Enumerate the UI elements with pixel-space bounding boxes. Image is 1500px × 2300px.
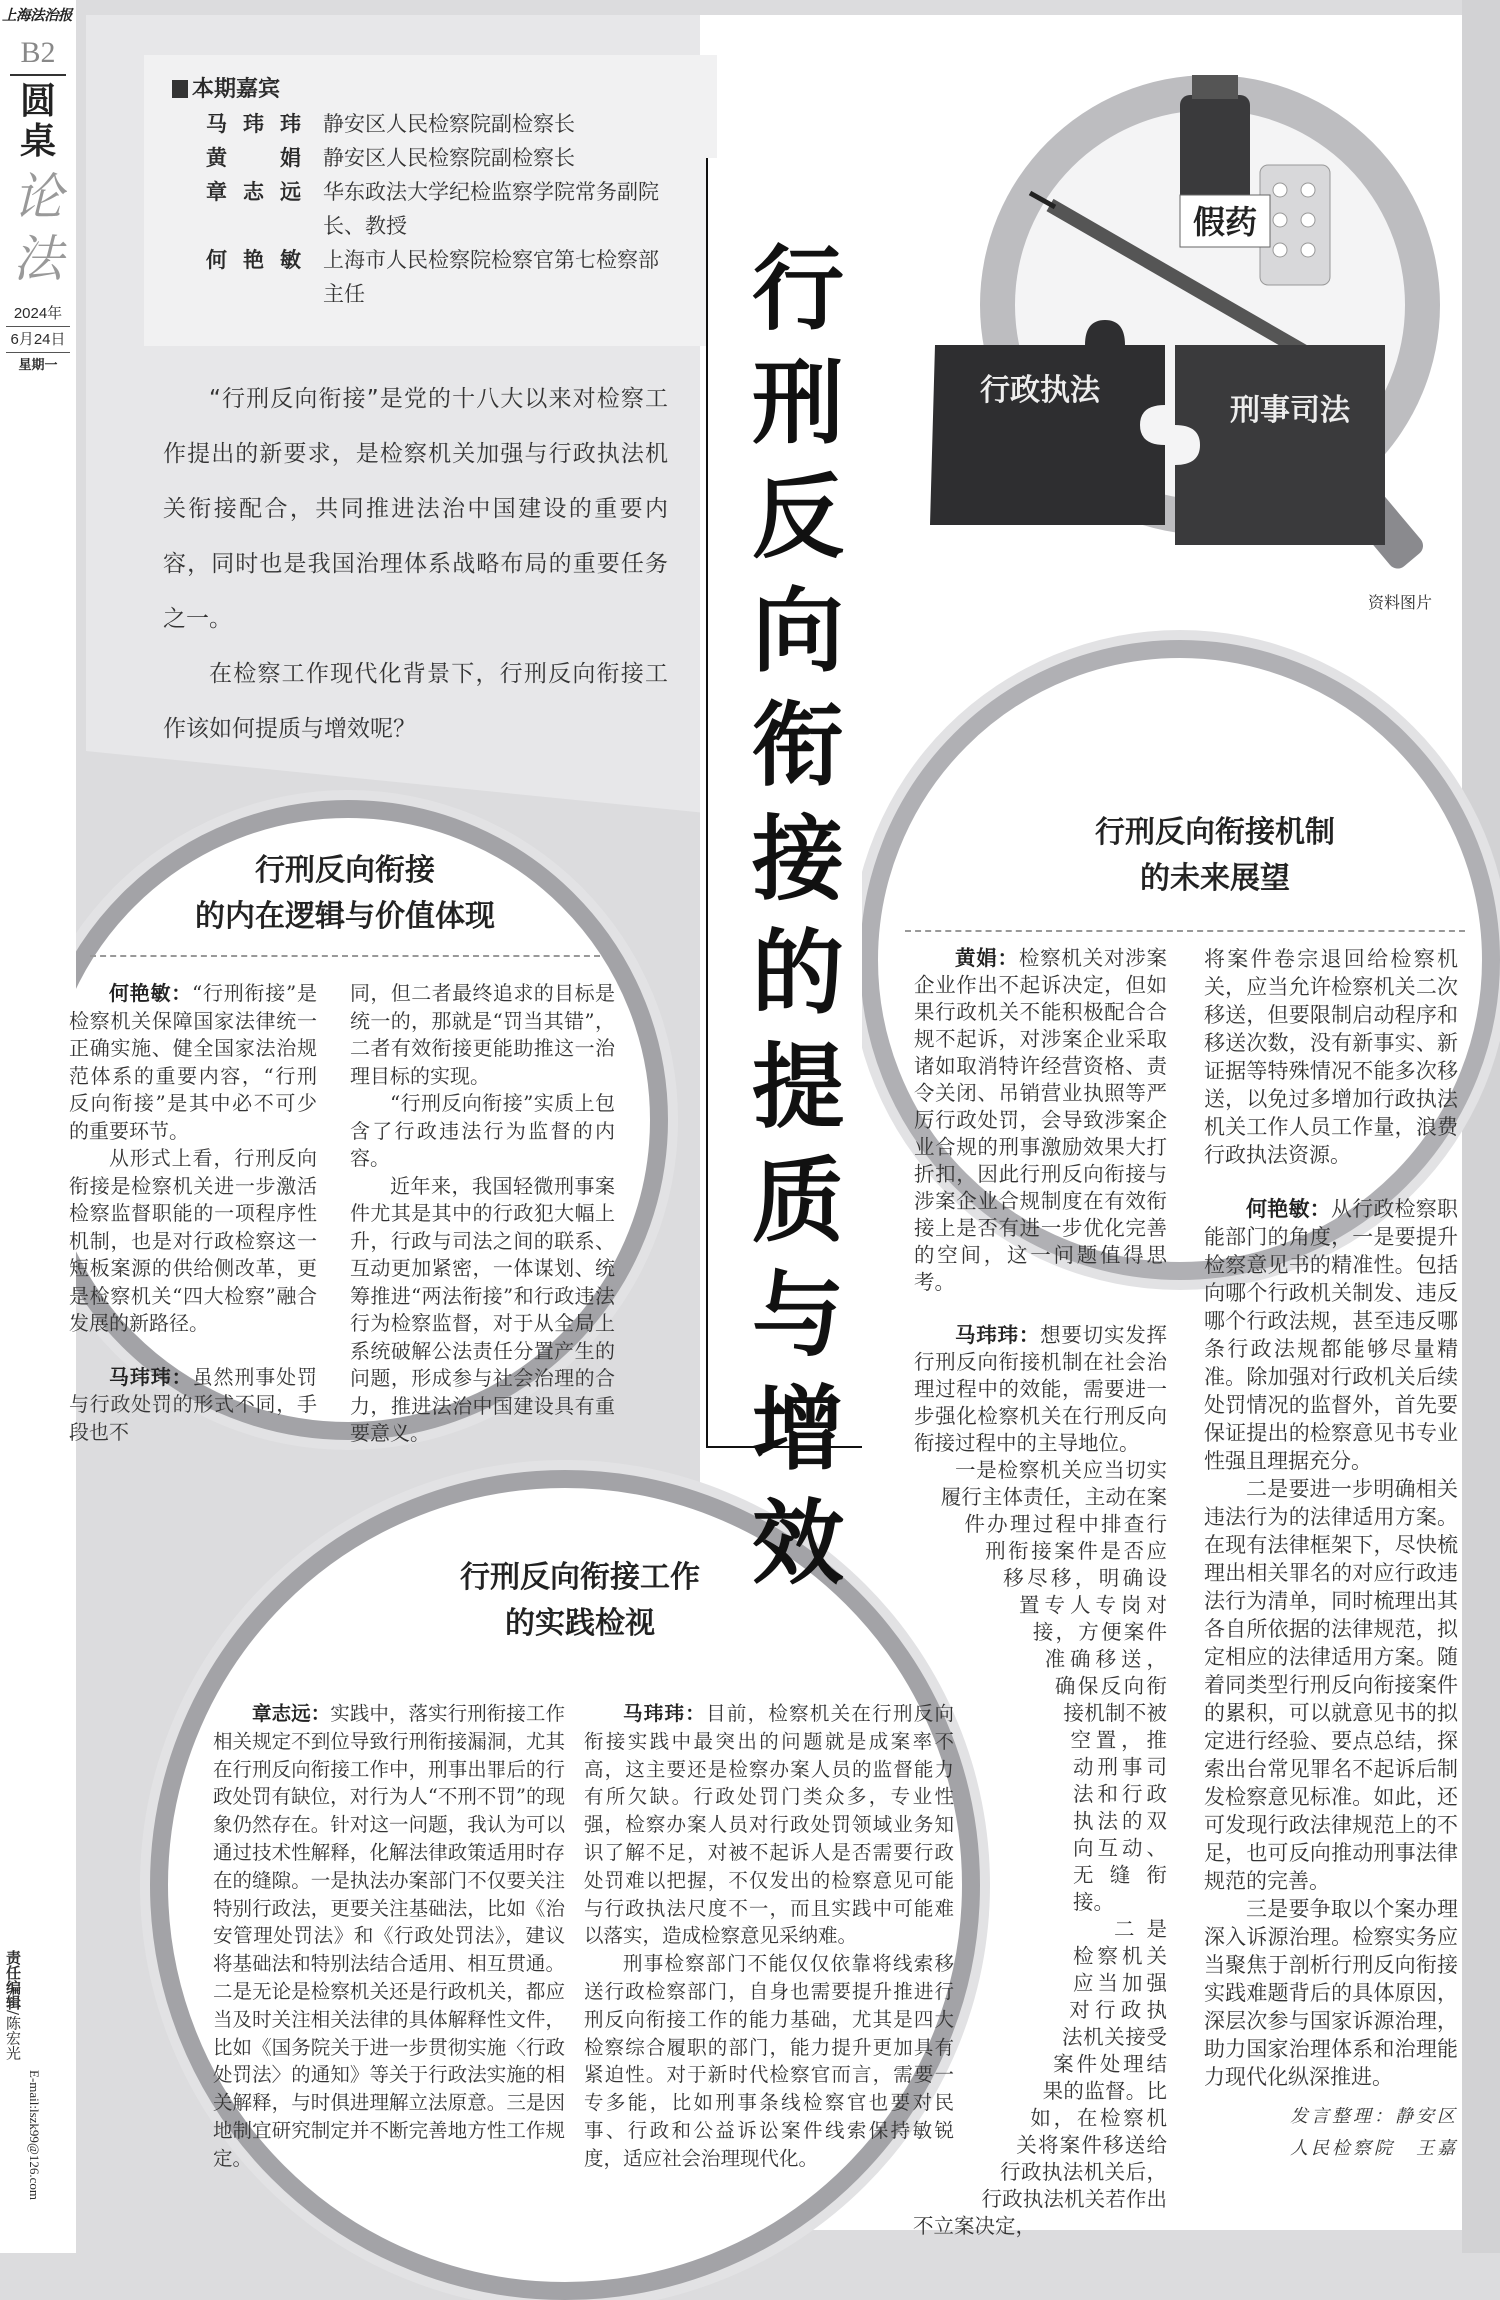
paragraph (913, 1322, 1167, 1457)
intro-paragraph: 在检察工作现代化背景下，行刑反向衔接工作该如何提质与增效呢？ (163, 661, 668, 742)
puzzle-left-icon (930, 320, 1165, 525)
paragraph-text: 实践中，落实行刑衔接工作相关规定不到位导致行刑衔接漏洞，尤其在行刑反向衔接工作中，刑事出罪后的行政处罚有缺位，对行为人“不刑不罚”的现象仍然存在。针对这一问题，我认为可以通过技术性解释，化解法律政策适用时存在的缝隙。一是执法办案部门不仅要关注特别行政法，更要关注基础法，比如《治安管理处罚法》和《行政处罚法》，建议将基础法和特别法结合适用、相互贯通。二是无论是检察机关还是行政机关，都应当及时关注相关法律的具体解释性文件，比如《国务院关于进一步贯彻实施〈行政处罚法〉的通知》等关于行政法实施的相关解释，与时俱进理解立法原意。三是因地制宜研究制定并不断完善地方性工作规定。 (213, 1702, 565, 2170)
paragraph: 将案件卷宗退回给检察机关，应当允许检察机关二次移送，但要限制启动程序和移送次数，没有新事实、新证据等特殊情况不能多次移送，以免过多增加行政执法机关工作人员工作量，浪费行政执法资源。 (1204, 947, 1458, 1167)
paragraph-text: 目前，检察机关在行刑反向衔接实践中最突出的问题就是成案率不高，这主要还是检察办案人员的监督能力有所欠缺。行政处罚门类众多，专业性强，检察办案人员对行政处罚领域业务知识了解不足，对被不起诉人是否需要行政处罚难以把握，不仅发出的检察意见可能与行政执法尺度不一，而且实践中可能难以落实，造成检察意见采纳难。 (584, 1702, 954, 1948)
square-bullet-icon (172, 80, 188, 98)
divider (90, 955, 600, 957)
editor-name: /陈宏光 (4, 2010, 22, 2061)
column-subname: 论法 (13, 168, 63, 288)
paragraph (584, 1700, 954, 1950)
guest-role: 静安区人民检察院副检察长 (323, 112, 575, 136)
guests-heading (172, 73, 717, 107)
paragraph (1204, 1195, 1458, 1475)
intro-text (163, 372, 668, 757)
speaker-name: 何艳敏： (1246, 1197, 1331, 1221)
section2-column-1 (213, 1700, 565, 2173)
right-edge-band (1462, 0, 1500, 2253)
guests-heading-text: 本期嘉宾 (192, 77, 281, 102)
editor-label: 责任编辑 (4, 1950, 22, 2010)
guest-role: 静安区人民检察院副检察长 (323, 146, 575, 170)
section3-column-2 (1204, 945, 1458, 2165)
guest-name: 马玮玮 (206, 112, 301, 136)
fake-drug-label: 假药 (1192, 203, 1258, 241)
section3-heading-line: 的未来展望 (1140, 861, 1290, 896)
credit-line: 人民检察院 王嘉 (1290, 2138, 1458, 2159)
paragraph (69, 1364, 317, 1447)
section1-column-1 (69, 980, 317, 1446)
image-caption: 资料图片 (1368, 593, 1433, 612)
paragraph-text: 从行政检察职能部门的角度，一是要提升检察意见书的精准性。包括向哪个行政机关制发、违反哪个行政法规，甚至违反哪条行政法规都能够尽量精准。除加强对行政机关后续处罚情况的监督外，首先要保证提出的检察意见书专业性强且理据充分。 (1204, 1197, 1459, 1473)
paragraph (69, 980, 317, 1145)
page-number: B2 (10, 36, 66, 76)
section2-heading-line: 的实践检视 (505, 1606, 655, 1641)
paragraph (913, 945, 1167, 1296)
divider (905, 930, 1465, 932)
paragraph-text: 想要切实发挥行刑反向衔接机制在社会治理过程中的效能，需要进一步强化检察机关在行刑反向衔接过程中的主导地位。 (914, 1323, 1168, 1455)
paragraph (69, 1145, 317, 1338)
intro-paragraph: “行刑反向衔接”是党的十八大以来对检察工作提出的新要求，是检察机关加强与行政执法机关衔接配合，共同推进法治中国建设的重要内容，同时也是我国治理体系战略布局的重要任务之一。 (163, 386, 668, 632)
guest-role: 上海市人民检察院检察官第七检察部主任 (323, 248, 659, 306)
puzzle-left-label: 行政执法 (980, 373, 1100, 408)
paragraph: 近年来，我国轻微刑事案件尤其是其中的行政犯大幅上升，行政与司法之间的联系、互动更加紧密，一体谋划、统筹推进“两法衔接”和行政违法行为检察监督，对于从全局上系统破解公法责任分置产生的问题，形成参与社会治理的合力，推进法治中国建设具有重要意义。 (350, 1173, 615, 1445)
paragraph: “行刑反向衔接”实质上包含了行政违法行为监督的内容。 (350, 1091, 615, 1170)
guest-row (172, 141, 717, 175)
illustration (930, 55, 1450, 585)
section1-heading-line: 行刑反向衔接 (255, 853, 435, 888)
paragraph: 二是检察机关应当加强对行政执法机关接受案件处理结果的监督。比如，在检察机关将案件移送给行政执法机关后，行政执法机关若作出不立案决定， (913, 1917, 1167, 2238)
guest-row (172, 107, 717, 141)
section2-column-2 (584, 1700, 954, 2173)
paragraph: 刑事检察部门不能仅仅依靠将线索移送行政检察部门，自身也需要提升推进行刑反向衔接工作的能力基础，尤其是四大检察综合履职的部门，能力提升更加具有紧迫性。对于新时代检察官而言，需要一专多能，比如刑事条线检察官也要对民事、行政和公益诉讼案件线索保持敏锐度，适应社会治理现代化。 (584, 1952, 954, 2170)
guest-name: 何艳敏 (206, 248, 301, 272)
guest-name: 黄娟 (206, 146, 301, 170)
speaker-name: 何艳敏： (109, 981, 193, 1005)
speaker-name: 黄娟： (955, 946, 1019, 970)
editor-credit (4, 1950, 22, 2060)
section2-heading (360, 1555, 800, 1647)
paragraph: 二是要进一步明确相关违法行为的法律适用方案。在现有法律框架下，尽快梳理出相关罪名的对应行政违法行为清单，同时梳理出其各自所依据的法律规范，拟定相应的法律适用方案。随着同类型行刑反向衔接案件的累积，可以就意见书的拟定进行经验、要点总结，探索出台常见罪名不起诉后制发检察意见标准。如此，还可发现行政法律规范上的不足，也可反向推动刑事法律规范的完善。 (1204, 1477, 1458, 1893)
paragraph-text: 从形式上看，行刑反向衔接是检察机关进一步激活检察监督职能的一项程序性机制，也是对行政检察这一短板案源的供给侧改革，更是检察机关“四大检察”融合发展的新路径。 (69, 1146, 317, 1335)
paragraph-text: 虽然刑事处罚与行政处罚的形式不同，手段也不 (69, 1364, 318, 1444)
newspaper-logo: 上海法治报 (2, 7, 72, 24)
section3-heading (1010, 810, 1420, 902)
issue-year: 2024年 (6, 302, 70, 327)
paragraph-text: “行刑衔接”是检察机关保障国家法律统一正确实施、健全国家法治规范体系的重要内容，“行刑反向衔接”是其中必不可少的重要环节。 (69, 981, 318, 1143)
paragraph: 三是要争取以个案办理深入诉源治理。检察实务应当聚焦于剖析行刑反向衔接实践难题背后的具体原因，深层次参与国家诉源治理，助力国家治理体系和治理能力现代化纵深推进。 (1204, 1897, 1458, 2089)
paragraph: 同，但二者最终追求的目标是统一的，那就是“罚当其错”，二者有效衔接更能助推这一治理目标的实现。 (350, 981, 615, 1088)
guest-name: 章志远 (206, 180, 301, 204)
section3-column-1 (913, 945, 1167, 2240)
section3-heading-line: 行刑反向衔接机制 (1095, 815, 1335, 850)
section1-column-2 (350, 980, 615, 1448)
speaker-name: 章志远： (252, 1702, 331, 1725)
guest-row (172, 243, 717, 311)
speaker-name: 马玮玮： (955, 1323, 1041, 1347)
section2-heading-line: 行刑反向衔接工作 (460, 1560, 700, 1595)
guests-box (144, 55, 717, 346)
puzzle-right-icon (1175, 345, 1385, 545)
section1-heading (130, 848, 560, 940)
issue-date: 6月24日 (6, 328, 70, 353)
speaker-name: 马玮玮： (623, 1702, 707, 1725)
page-title: 行刑反向衔接的提质与增效 (737, 240, 844, 1608)
guest-row (172, 175, 717, 243)
section1-heading-line: 的内在逻辑与价值体现 (195, 899, 495, 934)
guest-role: 华东政法大学纪检监察学院常务副院长、教授 (323, 180, 659, 238)
credit-line: 发言整理：静安区 (1290, 2106, 1458, 2127)
editor-email: E-mail:lszk99@126.com (27, 2070, 42, 2201)
speaker-name: 马玮玮： (109, 1364, 193, 1389)
column-name: 圆桌 (19, 81, 56, 162)
paragraph: 一是检察机关应当切实履行主体责任，主动在案件办理过程中排查行刑衔接案件是否应移尽移，明确设置专人专岗对接，方便案件准确移送，确保反向衔接机制不被空置，推动刑事司法和行政执法的双向互动、无缝衔接。 (940, 1458, 1167, 1914)
transcription-credit (1204, 2101, 1458, 2165)
puzzle-right-label: 刑事司法 (1230, 393, 1350, 428)
issue-weekday: 星期一 (18, 358, 58, 373)
paragraph (213, 1700, 565, 2173)
paragraph-text: 检察机关对涉案企业作出不起诉决定，但如果行政机关不能积极配合合规不起诉，对涉案企业采取诸如取消特许经营资格、责令关闭、吊销营业执照等严厉行政处罚，会导致涉案企业合规的刑事激励效果大打折扣，因此行刑反向衔接与涉案企业合规制度在有效衔接上是否有进一步优化完善的空间，这一问题值得思考。 (914, 946, 1168, 1294)
